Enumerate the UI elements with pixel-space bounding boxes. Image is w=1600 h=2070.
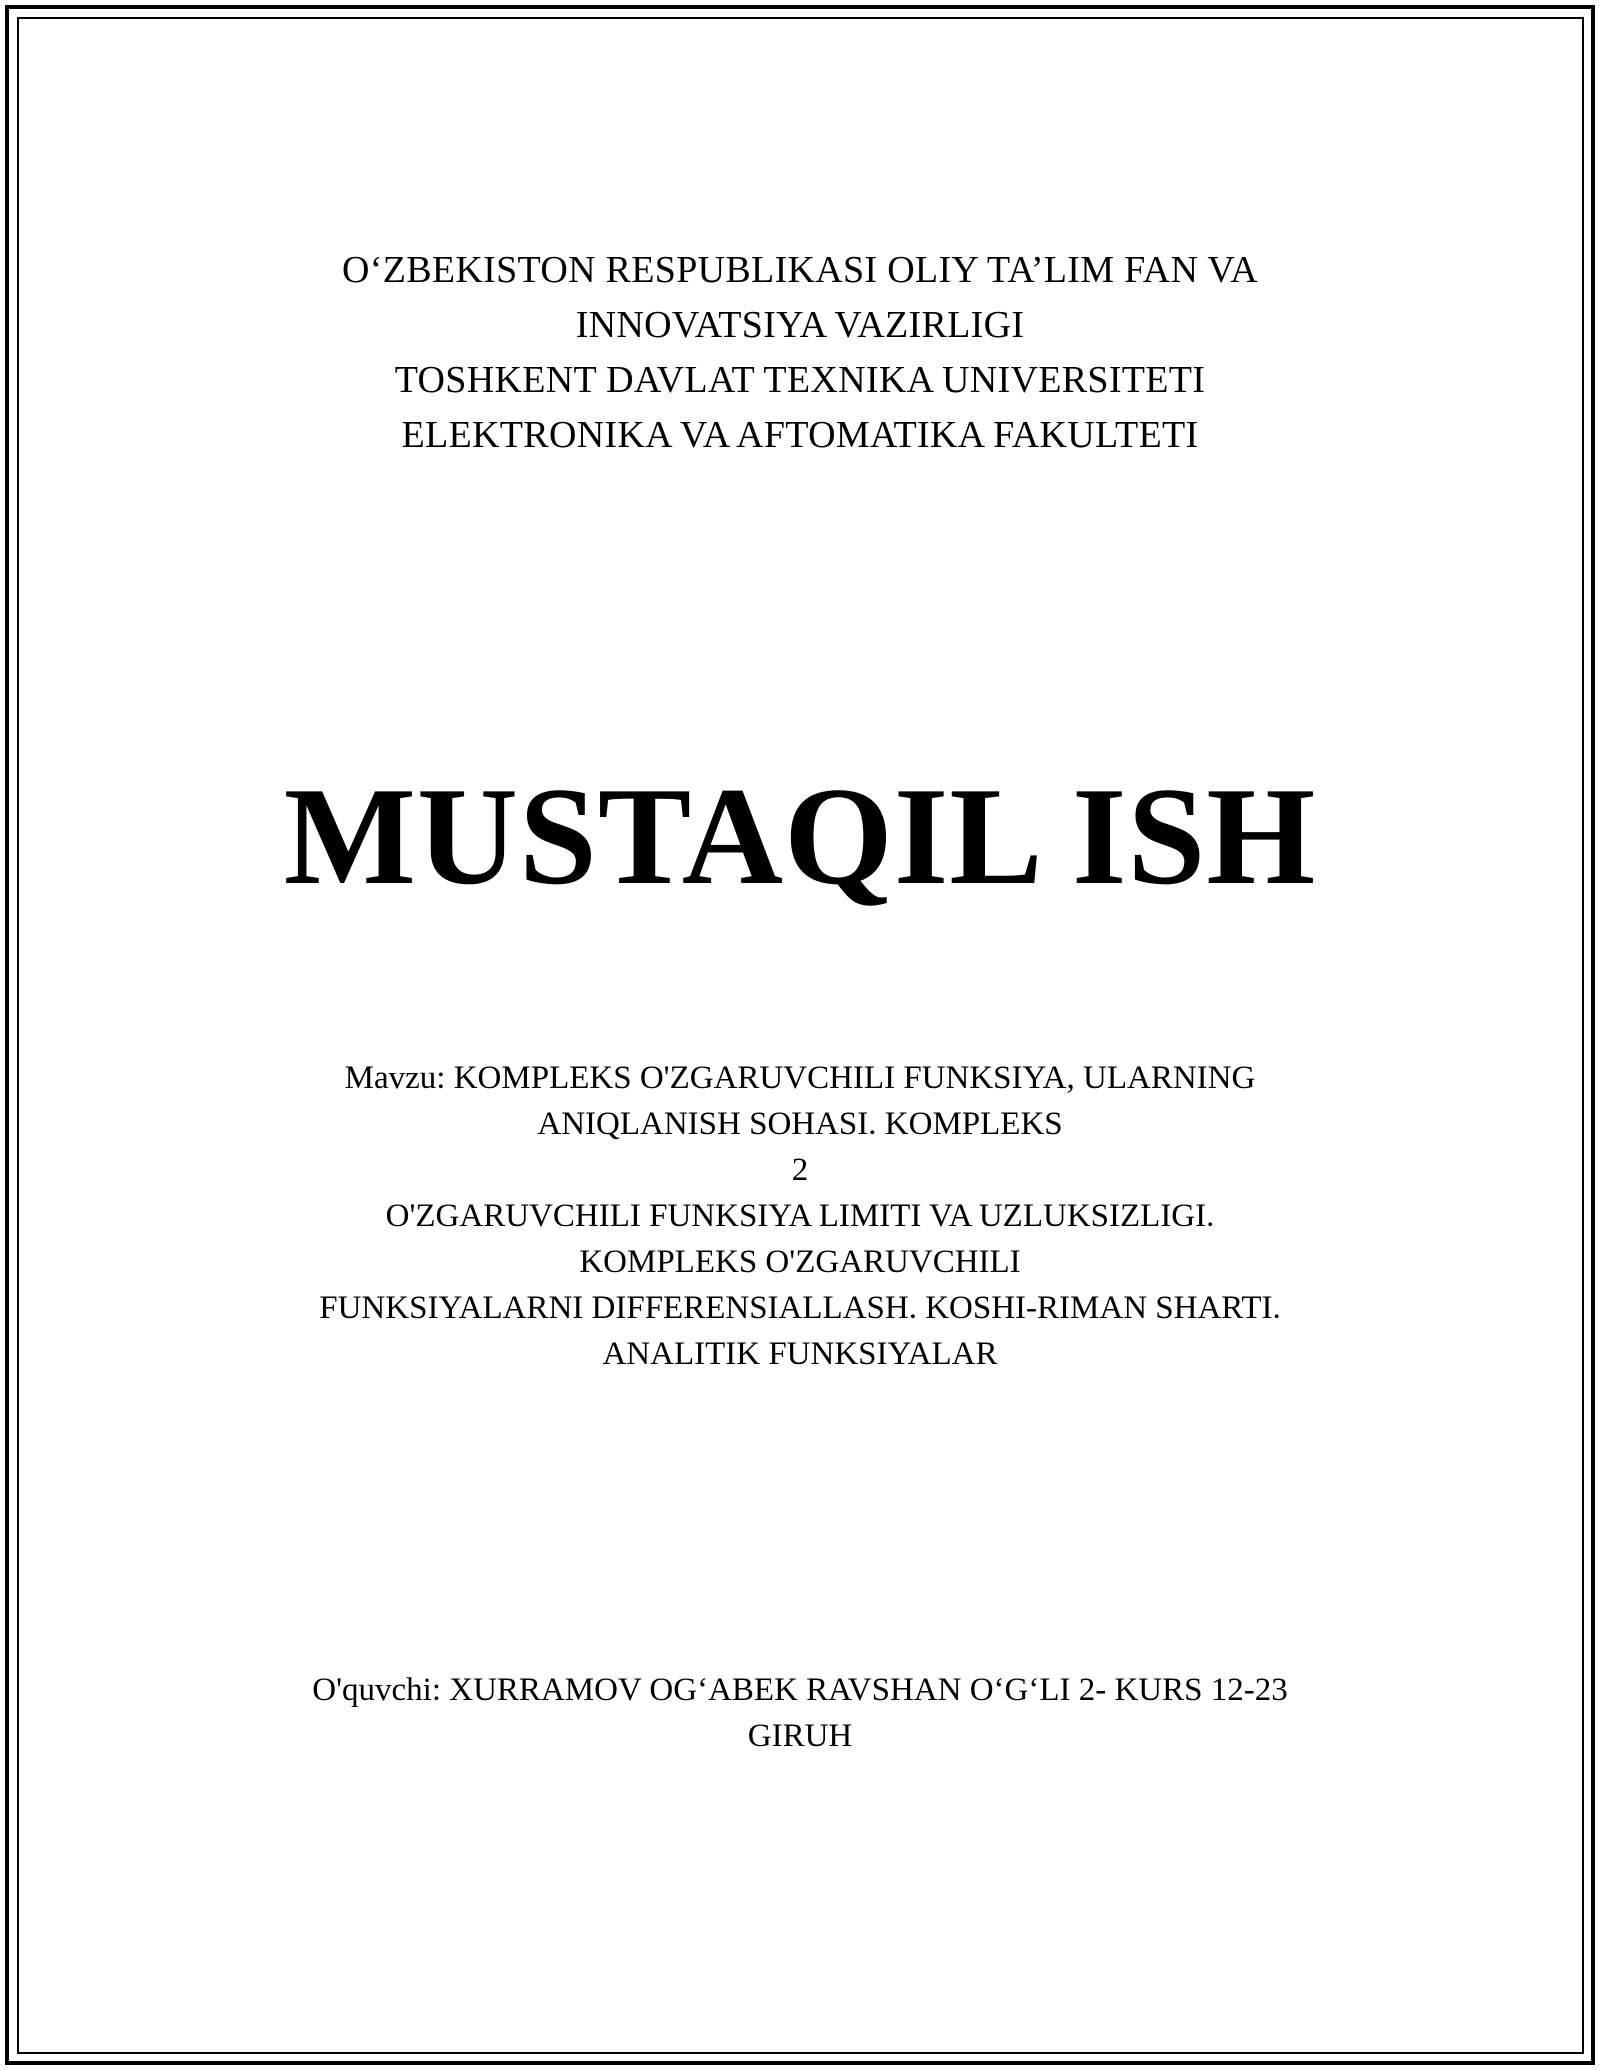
topic-line: ANALITIK FUNKSIYALAR bbox=[602, 1336, 998, 1372]
topic-line: ANIQLANISH SOHASI. KOMPLEKS bbox=[537, 1106, 1063, 1142]
topic-line: 2 bbox=[791, 1152, 809, 1188]
topic-line: FUNKSIYALARNI DIFFERENSIALLASH. KOSHI-RIMAN SHARTI. bbox=[319, 1290, 1281, 1326]
topic-line: O'ZGARUVCHILI FUNKSIYA LIMITI VA UZLUKSIZLIGI. bbox=[385, 1198, 1215, 1234]
institution-header bbox=[0, 243, 1600, 463]
student-line: GIRUH bbox=[747, 1718, 853, 1754]
header-line: O‘ZBEKISTON RESPUBLIKASI OLIY TA’LIM FAN VA bbox=[342, 249, 1258, 291]
header-line: TOSHKENT DAVLAT TEXNIKA UNIVERSITETI bbox=[394, 359, 1206, 401]
student-line: O'quvchi: XURRAMOV OG‘ABEK RAVSHAN O‘G‘LI 2- KURS 12-23 bbox=[312, 1672, 1288, 1708]
topic-section bbox=[0, 1055, 1600, 1377]
topic-line: KOMPLEKS O'ZGARUVCHILI bbox=[579, 1244, 1021, 1280]
document-title: MUSTAQIL ISH bbox=[283, 759, 1317, 914]
student-info bbox=[0, 1667, 1600, 1759]
header-line: INNOVATSIYA VAZIRLIGI bbox=[575, 304, 1025, 346]
topic-line: Mavzu: KOMPLEKS O'ZGARUVCHILI FUNKSIYA, ULARNING bbox=[344, 1060, 1256, 1096]
header-line: ELEKTRONIKA VA AFTOMATIKA FAKULTETI bbox=[401, 414, 1199, 456]
